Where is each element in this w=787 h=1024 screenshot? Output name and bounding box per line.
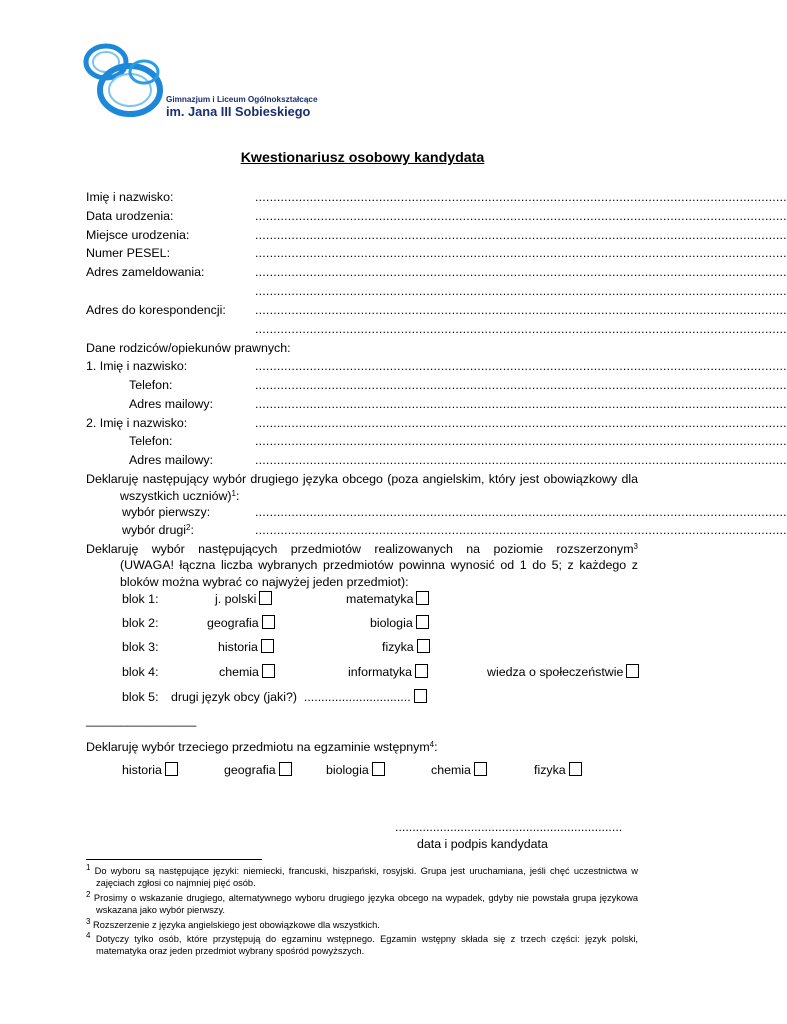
- parent1-email-field[interactable]: ..................................................................................................................................................: [255, 397, 787, 411]
- footnote-separator: [86, 859, 262, 860]
- page-title: Kwestionariusz osobowy kandydata: [240, 150, 485, 166]
- language-first-field[interactable]: ..................................................................................................................................................: [255, 505, 787, 519]
- footnote-text: Rozszerzenie z języka angielskiego jest obowiązkowe dla wszystkich.: [93, 920, 380, 930]
- footnote-text: Prosimy o wskazanie drugiego, alternatywnego wyboru drugiego języka obcego na wypadek, gdyby nie powstała grupa językowa wskazana jako wybór pierwszy.: [93, 893, 638, 915]
- block4-option-chemistry[interactable]: [219, 664, 275, 680]
- parent1-phone-field[interactable]: ..................................................................................................................................................: [255, 378, 787, 392]
- language-second-field[interactable]: ..................................................................................................................................................: [255, 523, 787, 537]
- option-label: geografia: [207, 616, 259, 630]
- parent1-email-label: Adres mailowy:: [129, 397, 214, 411]
- language-declaration: Deklaruję następujący wybór drugiego języka obcego (poza angielskim, który jest obowiązkowy dla wszystkich uczniów)$^1$:: [86, 472, 638, 503]
- third-text: Deklaruję wybór trzeciego przedmiotu na egzaminie wstępnym: [86, 740, 430, 754]
- address-field-2[interactable]: ..................................................................................................................................................: [255, 284, 787, 298]
- checkbox[interactable]: [626, 664, 639, 678]
- option-label: historia: [218, 640, 258, 654]
- extended-note: (UWAGA! łączna liczba wybranych przedmiotów powinna wynosić od 1 do 5; z każdego z bloków można wybrać co najwyżej jeden przedmiot):: [120, 558, 638, 589]
- logo-line1: Gimnazjum i Liceum Ogólnokształcące: [166, 95, 318, 104]
- block2-label: blok 2:: [122, 616, 159, 630]
- footnote-number: 2: [86, 890, 91, 899]
- birth-place-label: Miejsce urodzenia:: [86, 228, 190, 242]
- parent1-phone-label: Telefon:: [129, 378, 173, 392]
- block4-option-civics[interactable]: [487, 664, 639, 680]
- option-label: biologia: [326, 763, 369, 777]
- birth-date-label: Data urodzenia:: [86, 209, 174, 223]
- parent2-email-field[interactable]: ..................................................................................................................................................: [255, 453, 787, 467]
- option-label: biologia: [370, 616, 413, 630]
- address-field[interactable]: ..................................................................................................................................................: [255, 265, 787, 279]
- third-option-biology[interactable]: [326, 762, 385, 778]
- checkbox[interactable]: [165, 762, 178, 776]
- third-option-chemistry[interactable]: [431, 762, 487, 778]
- signature-label: data i podpis kandydata: [417, 837, 548, 851]
- name-field[interactable]: ..................................................................................................................................................: [255, 190, 787, 204]
- language-second-text: wybór drugi: [122, 523, 187, 537]
- footnote-text: Dotyczy tylko osób, które przystępują do egzaminu wstępnego. Egzamin wstępny składa się z trzech części: język polski, matematyka oraz jeden przedmiot wybrany spośród powyższych.: [95, 934, 638, 956]
- checkbox[interactable]: [416, 615, 429, 629]
- logo-line2: im. Jana III Sobieskiego: [166, 104, 311, 119]
- signature-field[interactable]: ..................................................................: [395, 820, 623, 834]
- parent2-name-field[interactable]: ..................................................................................................................................................: [255, 416, 787, 430]
- parents-heading: Dane rodziców/opiekunów prawnych:: [86, 341, 291, 355]
- block1-label: blok 1:: [122, 592, 159, 606]
- parent1-name-field[interactable]: ..................................................................................................................................................: [255, 359, 787, 373]
- correspondence-field[interactable]: ..................................................................................................................................................: [255, 303, 787, 317]
- birth-date-field[interactable]: ..................................................................................................................................................: [255, 209, 787, 223]
- parent2-phone-field[interactable]: ..................................................................................................................................................: [255, 434, 787, 448]
- block4-option-it[interactable]: [348, 664, 428, 680]
- footnote-ref-1: 1: [231, 488, 236, 498]
- footnote-3: [86, 917, 638, 932]
- checkbox[interactable]: [261, 639, 274, 653]
- language-first-label: wybór pierwszy:: [122, 505, 211, 519]
- option-label: chemia: [431, 763, 471, 777]
- birth-place-field[interactable]: ..................................................................................................................................................: [255, 228, 787, 242]
- footnote-number: 3: [86, 917, 91, 926]
- block4-label: blok 4:: [122, 665, 159, 679]
- checkbox[interactable]: [262, 615, 275, 629]
- block3-option-history[interactable]: [218, 639, 274, 655]
- third-option-history[interactable]: [122, 762, 178, 778]
- colon: :: [190, 523, 194, 537]
- checkbox[interactable]: [415, 664, 428, 678]
- checkbox[interactable]: [474, 762, 487, 776]
- footnote-number: 4: [86, 931, 91, 940]
- parent1-name-label: 1. Imię i nazwisko:: [86, 359, 188, 373]
- footnote-2: [86, 890, 638, 916]
- checkbox[interactable]: [372, 762, 385, 776]
- colon: :: [434, 740, 438, 754]
- checkbox[interactable]: [569, 762, 582, 776]
- option-label: historia: [122, 763, 162, 777]
- extended-text: Deklaruję wybór następujących przedmiotów realizowanych na poziomie rozszerzonym: [86, 542, 634, 556]
- footnote-ref-4: 4: [429, 740, 435, 749]
- footnote-1: [86, 863, 638, 889]
- block3-label: blok 3:: [122, 640, 159, 654]
- language-blank-field[interactable]: ...............................: [303, 690, 411, 704]
- correspondence-field-2[interactable]: ..................................................................................................................................................: [255, 322, 787, 336]
- option-label: informatyka: [348, 665, 413, 679]
- pesel-field[interactable]: ..................................................................................................................................................: [255, 246, 787, 260]
- correspondence-label: Adres do korespondencji:: [86, 303, 226, 317]
- extended-declaration: [86, 541, 638, 558]
- address-label: Adres zameldowania:: [86, 265, 205, 279]
- option-label: chemia: [219, 665, 259, 679]
- block1-option-math[interactable]: [346, 591, 429, 607]
- language-second-label: [122, 522, 194, 538]
- footnote-text: Do wyboru są następujące języki: niemiecki, francuski, hiszpański, rosyjski. Grupa jest uruchamiana, jeśli chęć uczestnictwa w zajęciach zgłosi co najmniej pięć osób.: [94, 866, 638, 888]
- footnote-ref-2: 2: [186, 523, 191, 532]
- block1-option-polish[interactable]: [215, 591, 272, 607]
- parent2-name-label: 2. Imię i nazwisko:: [86, 416, 188, 430]
- name-label: Imię i nazwisko:: [86, 190, 174, 204]
- option-label: geografia: [224, 763, 276, 777]
- option-label: wiedza o społeczeństwie: [487, 665, 624, 679]
- option-label: fizyka: [382, 640, 414, 654]
- underscore-line: ________________: [86, 713, 197, 727]
- block2-option-geography[interactable]: [207, 615, 275, 631]
- third-option-geography[interactable]: [224, 762, 292, 778]
- option-label: j. polski: [215, 592, 257, 606]
- language-text: Deklaruję następujący wybór drugiego języka obcego (poza angielskim, który jest obowiązkowy dla wszystkich uczniów): [86, 472, 638, 503]
- footnote-ref-3: 3: [633, 542, 638, 551]
- third-option-physics[interactable]: [534, 762, 582, 778]
- footnote-number: 1: [86, 863, 91, 872]
- checkbox[interactable]: [259, 591, 272, 605]
- checkbox[interactable]: [262, 664, 275, 678]
- parent2-phone-label: Telefon:: [129, 434, 173, 448]
- checkbox[interactable]: [414, 689, 427, 703]
- parent2-email-label: Adres mailowy:: [129, 453, 214, 467]
- block5-label: blok 5:: [122, 690, 159, 704]
- checkbox[interactable]: [279, 762, 292, 776]
- block2-option-biology[interactable]: [370, 615, 429, 631]
- checkbox[interactable]: [417, 639, 430, 653]
- pesel-label: Numer PESEL:: [86, 246, 171, 260]
- school-logo: [84, 42, 174, 122]
- footnote-4: [86, 931, 638, 957]
- block3-option-physics[interactable]: [382, 639, 430, 655]
- checkbox[interactable]: [416, 591, 429, 605]
- option-label: drugi język obcy (jaki?): [171, 690, 298, 704]
- third-declaration: [86, 739, 438, 755]
- block5-option-language[interactable]: [171, 689, 427, 705]
- option-label: fizyka: [534, 763, 566, 777]
- option-label: matematyka: [346, 592, 414, 606]
